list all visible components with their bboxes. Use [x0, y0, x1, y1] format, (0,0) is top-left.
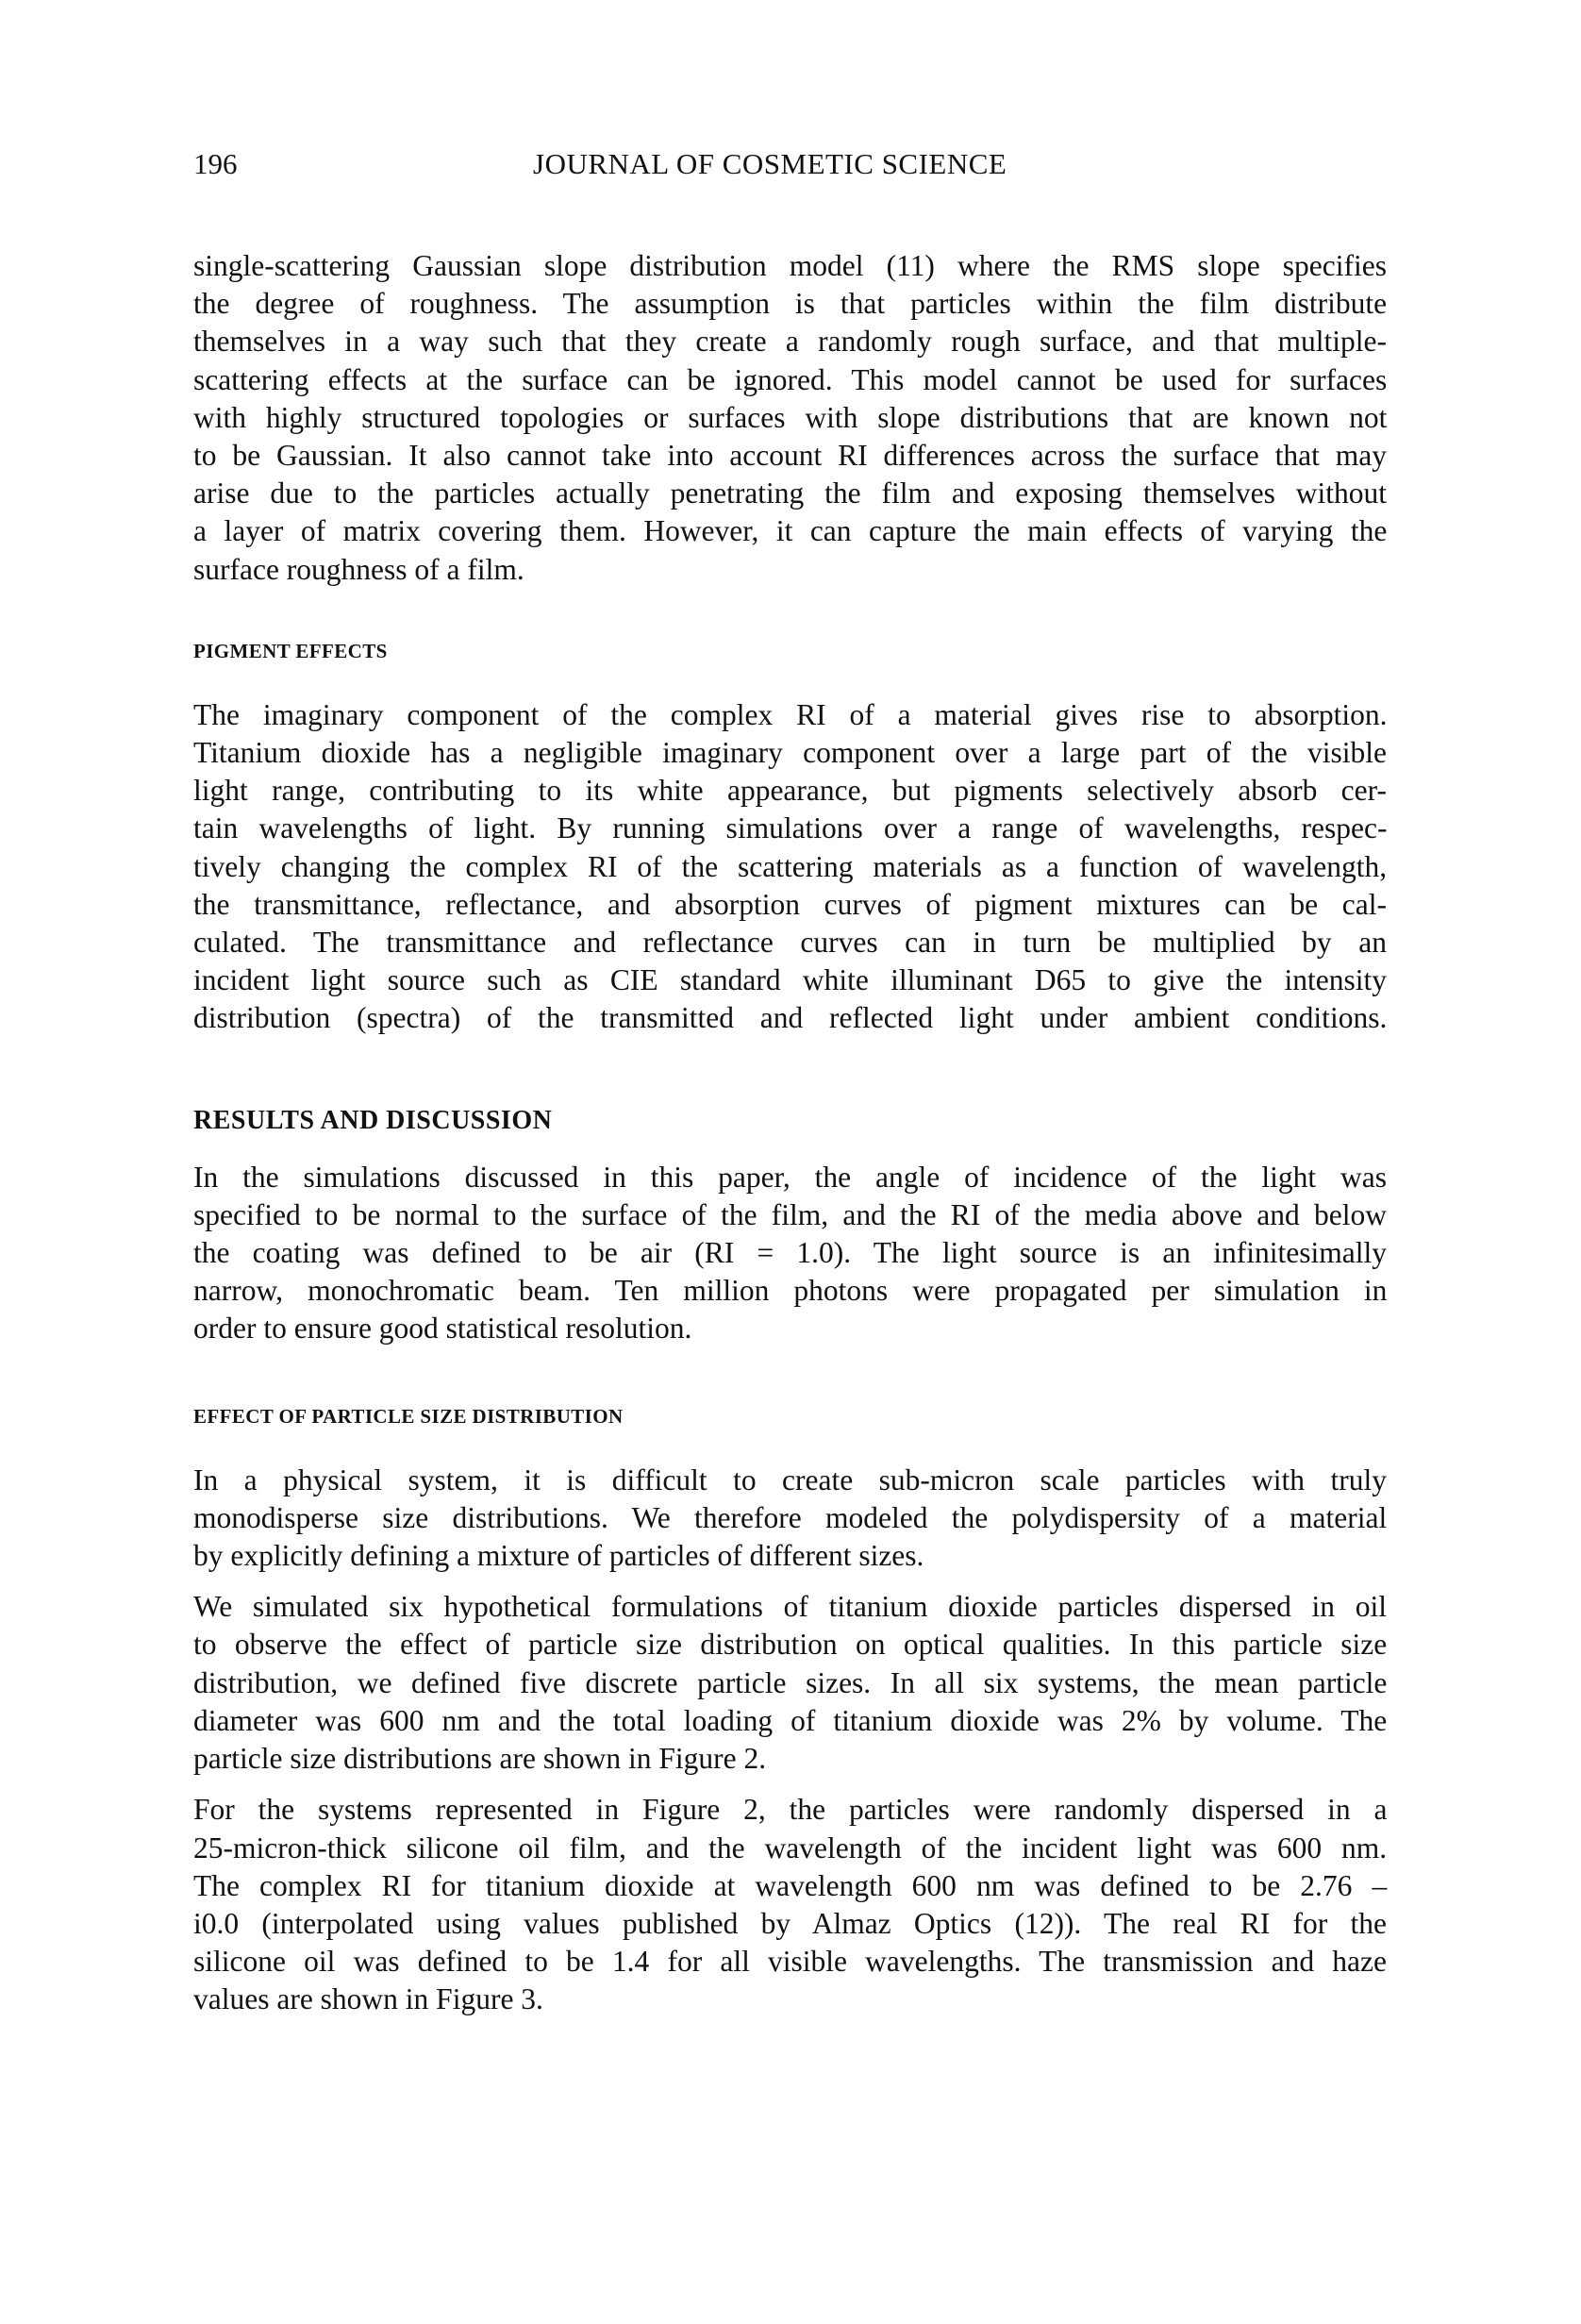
text-line: silicone oil was defined to be 1.4 for all visible wavelengths. The transmission and haze	[193, 1945, 1387, 1979]
text-line: specified to be normal to the surface of the film, and the RI of the media above and below	[193, 1197, 1387, 1231]
text-line: a layer of matrix covering them. However, it can capture the main effects of varying the	[193, 514, 1388, 548]
text-line: single-scattering Gaussian slope distribution model (11) where the RMS slope specifies	[193, 249, 1387, 282]
text-line: diameter was 600 nm and the total loading of titanium dioxide was 2% by volume. The	[193, 1703, 1388, 1737]
text-line: values are shown in Figure 3.	[193, 1982, 543, 2016]
text-line: arise due to the particles actually penetrating the film and exposing themselves without	[193, 477, 1387, 510]
text-line: The imaginary component of the complex RI of a material gives rise to absorption.	[193, 697, 1388, 731]
text-line: distribution (spectra) of the transmitted and reflected light under ambient conditions.	[193, 1001, 1388, 1035]
text-line: tain wavelengths of light. By running simulations over a range of wavelengths, respec-	[193, 811, 1388, 845]
text-line: to be Gaussian. It also cannot take into account RI differences across the surface that may	[193, 439, 1387, 473]
text-line: narrow, monochromatic beam. Ten million photons were propagated per simulation in	[193, 1274, 1388, 1308]
page-body	[193, 247, 1387, 2019]
particle-size-paragraph-1	[193, 1462, 1387, 1576]
text-line: i0.0 (interpolated using values published by Almaz Optics (12)). The real RI for the	[193, 1906, 1387, 1940]
text-line: particle size distributions are shown in Figure 2.	[193, 1742, 767, 1776]
pigment-effects-paragraph	[193, 696, 1387, 1038]
text-line: In a physical system, it is difficult to create sub-micron scale particles with truly	[193, 1463, 1387, 1496]
text-line: order to ensure good statistical resolution.	[193, 1312, 692, 1346]
results-paragraph	[193, 1159, 1387, 1348]
running-header	[193, 143, 1387, 185]
text-line: with highly structured topologies or surfaces with slope distributions that are known not	[193, 400, 1388, 434]
text-line: by explicitly defining a mixture of particles of different sizes.	[193, 1539, 924, 1573]
text-line: surface roughness of a film.	[193, 552, 524, 586]
text-line: incident light source such as CIE standard white illuminant D65 to give the intensity	[193, 963, 1387, 997]
text-line: tively changing the complex RI of the scattering materials as a function of wavelength,	[193, 849, 1388, 883]
results-and-discussion-heading: RESULTS AND DISCUSSION	[193, 1105, 553, 1135]
particle-size-distribution-heading: EFFECT OF PARTICLE SIZE DISTRIBUTION	[193, 1404, 624, 1428]
page-number: 196	[193, 147, 238, 180]
text-line: the coating was defined to be air (RI = 1.0). The light source is an infinitesimally	[193, 1236, 1387, 1270]
text-line: light range, contributing to its white appearance, but pigments selectively absorb cer-	[193, 774, 1387, 808]
text-line: distribution, we defined five discrete particle sizes. In all six systems, the mean particle	[193, 1665, 1388, 1699]
text-line: themselves in a way such that they create a randomly rough surface, and that multiple-	[193, 325, 1387, 359]
text-line: We simulated six hypothetical formulations of titanium dioxide particles dispersed in oil	[193, 1590, 1387, 1624]
text-line: In the simulations discussed in this paper, the angle of incidence of the light was	[193, 1160, 1387, 1194]
text-line: The complex RI for titanium dioxide at wavelength 600 nm was defined to be 2.76 –	[193, 1868, 1388, 1902]
particle-size-paragraph-2	[193, 1588, 1387, 1778]
text-line: culated. The transmittance and reflectance curves can in turn be multiplied by an	[193, 926, 1387, 960]
text-line: to observe the effect of particle size distribution on optical qualities. In this particle size	[193, 1628, 1388, 1662]
text-line: the degree of roughness. The assumption is that particles within the film distribute	[193, 287, 1388, 321]
text-line: monodisperse size distributions. We therefore modeled the polydispersity of a material	[193, 1500, 1388, 1534]
text-line: the transmittance, reflectance, and absorption curves of pigment mixtures can be cal-	[193, 887, 1387, 921]
text-line: scattering effects at the surface can be ignored. This model cannot be used for surfaces	[193, 362, 1388, 396]
text-line: For the systems represented in Figure 2, the particles were randomly dispersed in a	[193, 1793, 1388, 1827]
intro-paragraph	[193, 247, 1387, 589]
text-line: 25-micron-thick silicone oil film, and the wavelength of the incident light was 600 nm.	[193, 1831, 1388, 1864]
journal-title: JOURNAL OF COSMETIC SCIENCE	[533, 147, 1007, 180]
text-line: Titanium dioxide has a negligible imaginary component over a large part of the visible	[193, 736, 1387, 770]
pigment-effects-heading: PIGMENT EFFECTS	[193, 639, 388, 662]
particle-size-paragraph-3	[193, 1791, 1387, 2018]
